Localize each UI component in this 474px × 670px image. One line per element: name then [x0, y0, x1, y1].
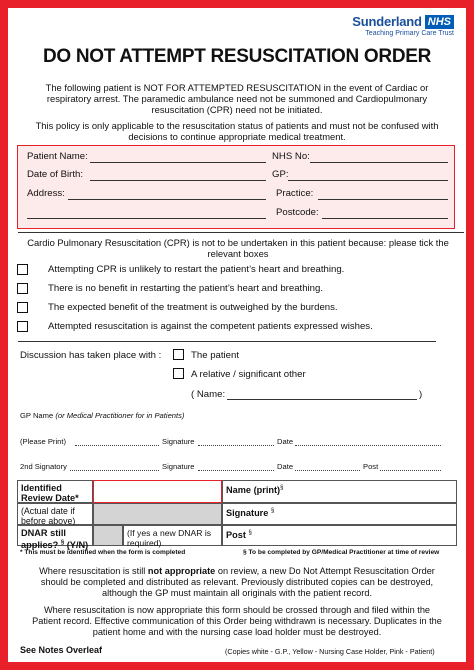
dnar-note: (If yes a new DNAR is required): [123, 525, 222, 546]
date-label: Date: [277, 437, 294, 446]
reason-text-3: The expected benefit of the treatment is outweighed by the burdens.: [48, 302, 338, 313]
discussion-relative-checkbox[interactable]: [173, 368, 184, 379]
second-date-label: Date: [277, 462, 294, 471]
nhs-no-label: NHS No:: [272, 151, 310, 162]
discussion-relative-label: A relative / significant other: [191, 369, 306, 380]
dnar-applies-field[interactable]: [93, 525, 123, 546]
gp-label: GP:: [272, 169, 289, 180]
practice-label: Practice:: [276, 188, 314, 199]
reason-text-1: Attempting CPR is unlikely to restart the patient’s heart and breathing.: [48, 264, 345, 275]
relative-name-field[interactable]: [227, 399, 417, 400]
reason-checkbox-3[interactable]: [17, 302, 28, 313]
second-print-field[interactable]: [70, 470, 159, 471]
patient-name-label: Patient Name:: [27, 151, 88, 162]
signature-cell[interactable]: Signature §: [222, 503, 457, 525]
withdraw-paragraph: Where resuscitation is now appropriate this form should be crossed through and filed within the Patient record. Effective communication of this Order being withdrawn is necessary. Duplicates in the patient home and with the nursing case load holder must be destroyed.: [32, 605, 442, 637]
patient-details-box: [17, 145, 455, 229]
gp-signature-field[interactable]: [198, 445, 274, 446]
footnote-right: § To be completed by GP/Medical Practitioner at time of review: [243, 549, 440, 556]
review-date-label: Identified Review Date*: [17, 480, 93, 503]
gp-date-field[interactable]: [295, 445, 441, 446]
second-date-field[interactable]: [295, 470, 360, 471]
post-cell[interactable]: Post §: [222, 525, 457, 546]
reason-checkbox-2[interactable]: [17, 283, 28, 294]
reason-checkbox-4[interactable]: [17, 321, 28, 332]
practice-field[interactable]: [318, 199, 448, 200]
section-divider-2: [18, 341, 436, 342]
post-label: Post: [363, 462, 379, 471]
actual-date-label: (Actual date if before above): [17, 503, 93, 525]
see-notes-link[interactable]: See Notes Overleaf: [20, 645, 103, 655]
print-label: (Please Print): [20, 437, 67, 446]
reason-checkbox-1[interactable]: [17, 264, 28, 275]
gp-print-field[interactable]: [75, 445, 159, 446]
nhs-no-field[interactable]: [310, 162, 448, 163]
second-signature-field[interactable]: [198, 470, 274, 471]
brand-name: Sunderland: [352, 14, 422, 29]
postcode-field[interactable]: [322, 218, 448, 219]
name-print-cell[interactable]: Name (print)§: [222, 480, 457, 503]
nhs-badge: NHS: [425, 15, 454, 29]
dnar-applies-label: DNAR still applies? § (Y/N): [17, 525, 93, 546]
second-signatory-label: 2nd Signatory: [20, 462, 67, 471]
reason-text-2: There is no benefit in restarting the patient’s heart and breathing.: [48, 283, 324, 294]
intro-text: The following patient is NOT FOR ATTEMPTED RESUSCITATION in the event of Cardiac or respiratory arrest. The paramedic ambulance need not be summoned and Cardiopulmonary resuscitation (CPR) need not be initiated.: [45, 82, 429, 115]
address-label: Address:: [27, 188, 65, 199]
second-signature-label: Signature: [162, 462, 195, 471]
discussion-patient-checkbox[interactable]: [173, 349, 184, 360]
reason-text-4: Attempted resuscitation is against the competent patients expressed wishes.: [48, 321, 373, 332]
discussion-patient-label: The patient: [191, 350, 240, 361]
discussion-label: Discussion has taken place with :: [20, 350, 162, 361]
patient-name-field[interactable]: [90, 162, 266, 163]
dob-label: Date of Birth:: [27, 169, 83, 180]
nhs-logo: [352, 14, 454, 37]
copies-note: (Copies white - G.P., Yellow - Nursing Case Holder, Pink - Patient): [225, 647, 435, 656]
review-paragraph: Where resuscitation is still not appropriate on review, a new Do Not Attempt Resuscitation Order should be completed and distributed as relevant. Previously distributed copies can be destroyed, although the GP must maintain all originals with the patient record.: [39, 566, 435, 598]
address-field-1[interactable]: [68, 199, 266, 200]
footnote-left: * This must be identified when the form is completed: [20, 549, 186, 556]
page-title: DO NOT ATTEMPT RESUSCITATION ORDER: [42, 46, 432, 67]
section-divider: [18, 232, 464, 233]
relative-name-close: ): [419, 389, 423, 400]
gp-name-heading: GP Name (or Medical Practitioner for in Patients): [20, 411, 185, 420]
policy-text: This policy is only applicable to the resuscitation status of patients and must not be confused with decisions to continue appropriate medical treatment.: [35, 120, 439, 142]
gp-field[interactable]: [288, 180, 448, 181]
review-table: [17, 480, 457, 551]
actual-date-field[interactable]: [93, 503, 222, 525]
signature-label: Signature: [162, 437, 195, 446]
dob-field[interactable]: [90, 180, 266, 181]
relative-name-label: ( Name:: [191, 389, 226, 400]
post-field[interactable]: [380, 470, 441, 471]
trust-name: Teaching Primary Care Trust: [365, 30, 454, 37]
cpr-intro: Cardio Pulmonary Resuscitation (CPR) is not to be undertaken in this patient because: please tick the relevant boxes: [27, 237, 449, 259]
postcode-label: Postcode:: [276, 207, 319, 218]
review-date-field[interactable]: [93, 480, 222, 503]
address-field-2[interactable]: [27, 218, 266, 219]
